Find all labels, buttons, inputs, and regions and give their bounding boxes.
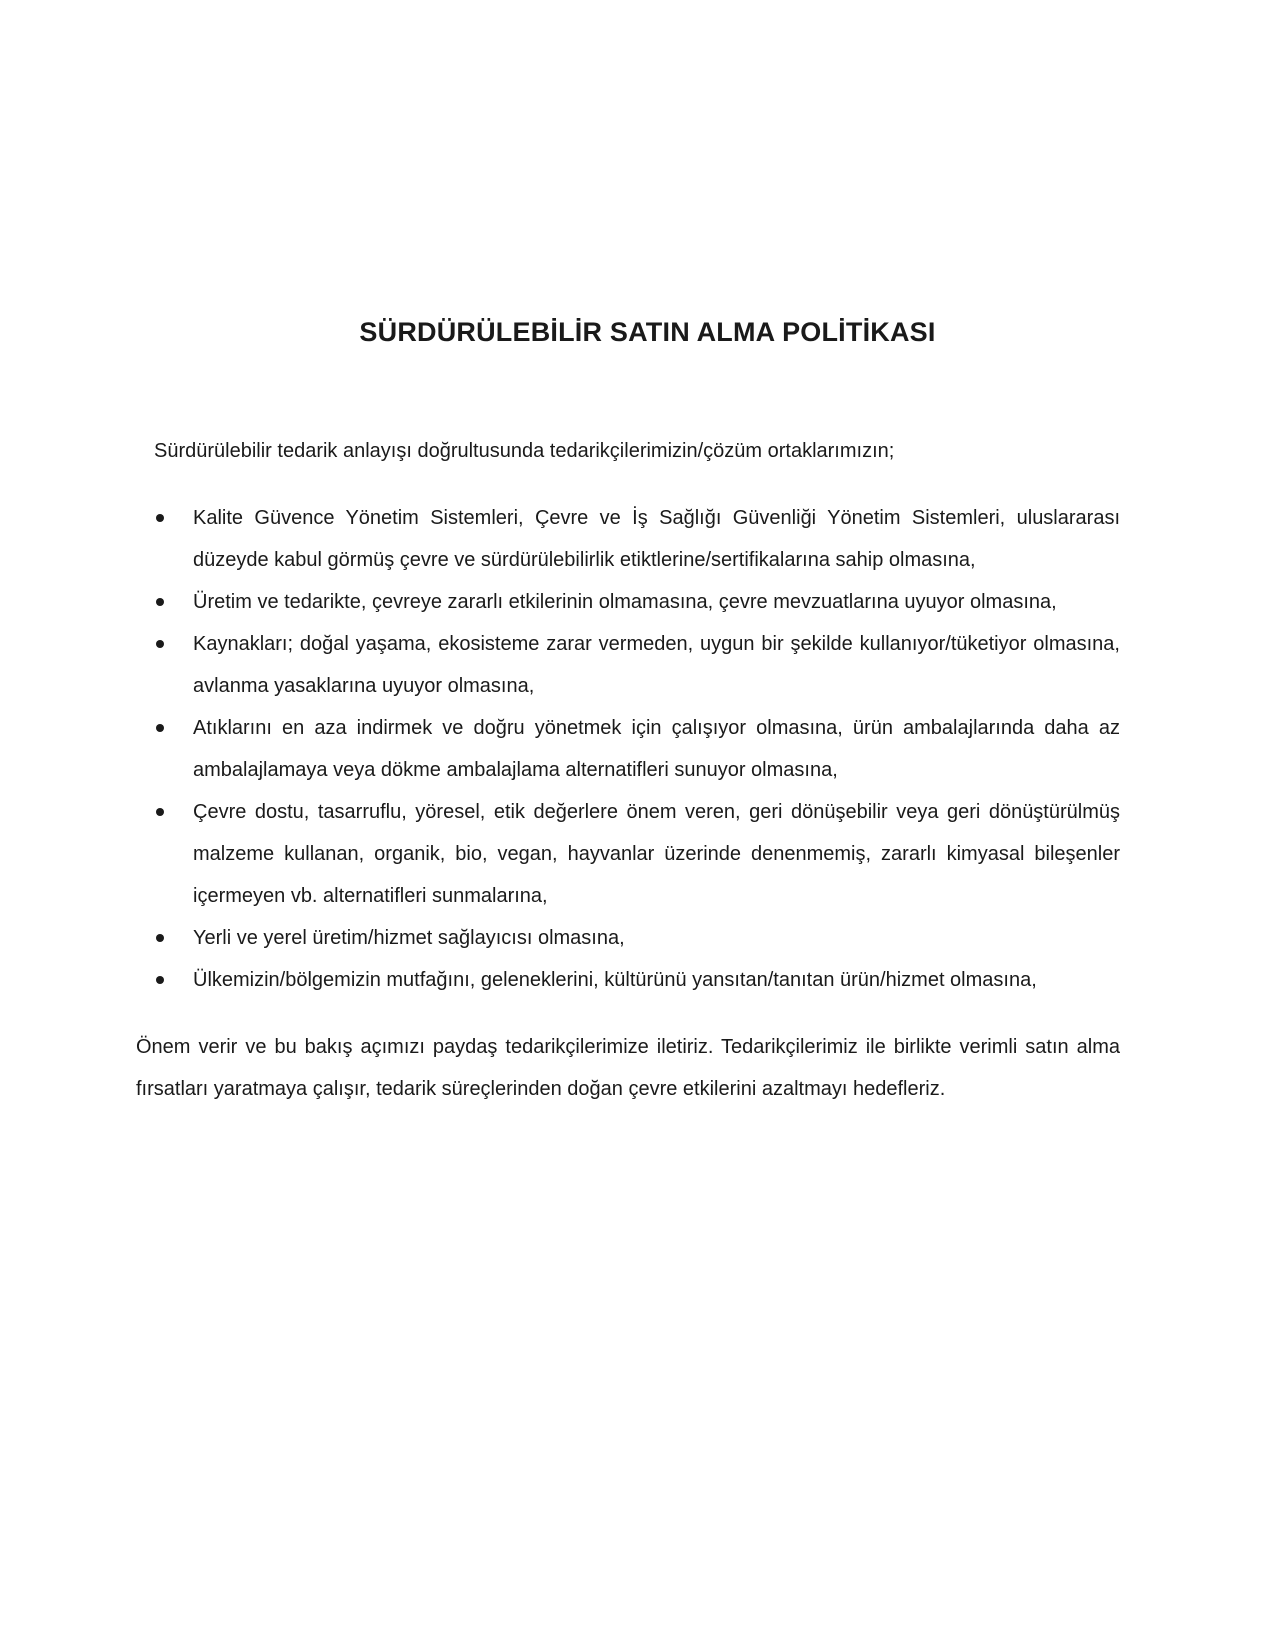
list-item bbox=[0, 917, 1120, 959]
list-item-text: Ülkemizin/bölgemizin mutfağını, geleneklerini, kültürünü yansıtan/tanıtan ürün/hizmet olmasına, bbox=[193, 969, 1037, 991]
bullet-icon bbox=[156, 724, 164, 732]
list-item-text: Çevre dostu, tasarruflu, yöresel, etik değerlere önem veren, geri dönüşebilir veya geri dönüştürülmüş malzeme kullanan, organik, bio, vegan, hayvanlar üzerinde denenmemiş, zararlı kimyasal bileşenler içermeyen vb. alternatifleri sunmalarına, bbox=[193, 801, 1120, 907]
list-item-text: Kalite Güvence Yönetim Sistemleri, Çevre ve İş Sağlığı Güvenliği Yönetim Sistemleri, uluslararası düzeyde kabul görmüş çevre ve sürdürülebilirlik etiktlerine/sertifikalarına sahip olmasına, bbox=[193, 507, 1120, 571]
list-item bbox=[0, 497, 1120, 581]
list-item bbox=[0, 959, 1120, 1001]
bullet-icon bbox=[156, 640, 164, 648]
list-item bbox=[0, 623, 1120, 707]
list-item-text: Yerli ve yerel üretim/hizmet sağlayıcısı olmasına, bbox=[193, 927, 625, 949]
document-title: SÜRDÜRÜLEBİLİR SATIN ALMA POLİTİKASI bbox=[359, 317, 936, 347]
policy-list bbox=[0, 497, 1275, 1001]
closing-paragraph: Önem verir ve bu bakış açımızı paydaş tedarikçilerimize iletiriz. Tedarikçilerimiz ile birlikte verimli satın alma fırsatları yaratmaya çalışır, tedarik süreçlerinden doğan çevre etkilerini azaltmayı hedefleriz. bbox=[136, 1036, 1120, 1100]
bullet-icon bbox=[156, 808, 164, 816]
bullet-icon bbox=[156, 598, 164, 606]
list-item bbox=[0, 581, 1120, 623]
list-item-text: Üretim ve tedarikte, çevreye zararlı etkilerinin olmamasına, çevre mevzuatlarına uyuyor olmasına, bbox=[193, 591, 1057, 613]
bullet-icon bbox=[156, 976, 164, 984]
bullet-icon bbox=[156, 514, 164, 522]
intro-paragraph: Sürdürülebilir tedarik anlayışı doğrultusunda tedarikçilerimizin/çözüm ortaklarımızın; bbox=[154, 440, 895, 462]
list-item bbox=[0, 707, 1120, 791]
list-item-text: Atıklarını en aza indirmek ve doğru yönetmek için çalışıyor olmasına, ürün ambalajlarında daha az ambalajlamaya veya dökme ambalajlama alternatifleri sunuyor olmasına, bbox=[193, 717, 1120, 781]
list-item bbox=[0, 791, 1120, 917]
bullet-icon bbox=[156, 934, 164, 942]
list-item-text: Kaynakları; doğal yaşama, ekosisteme zarar vermeden, uygun bir şekilde kullanıyor/tüketiyor olmasına, avlanma yasaklarına uyuyor olmasına, bbox=[193, 633, 1120, 697]
